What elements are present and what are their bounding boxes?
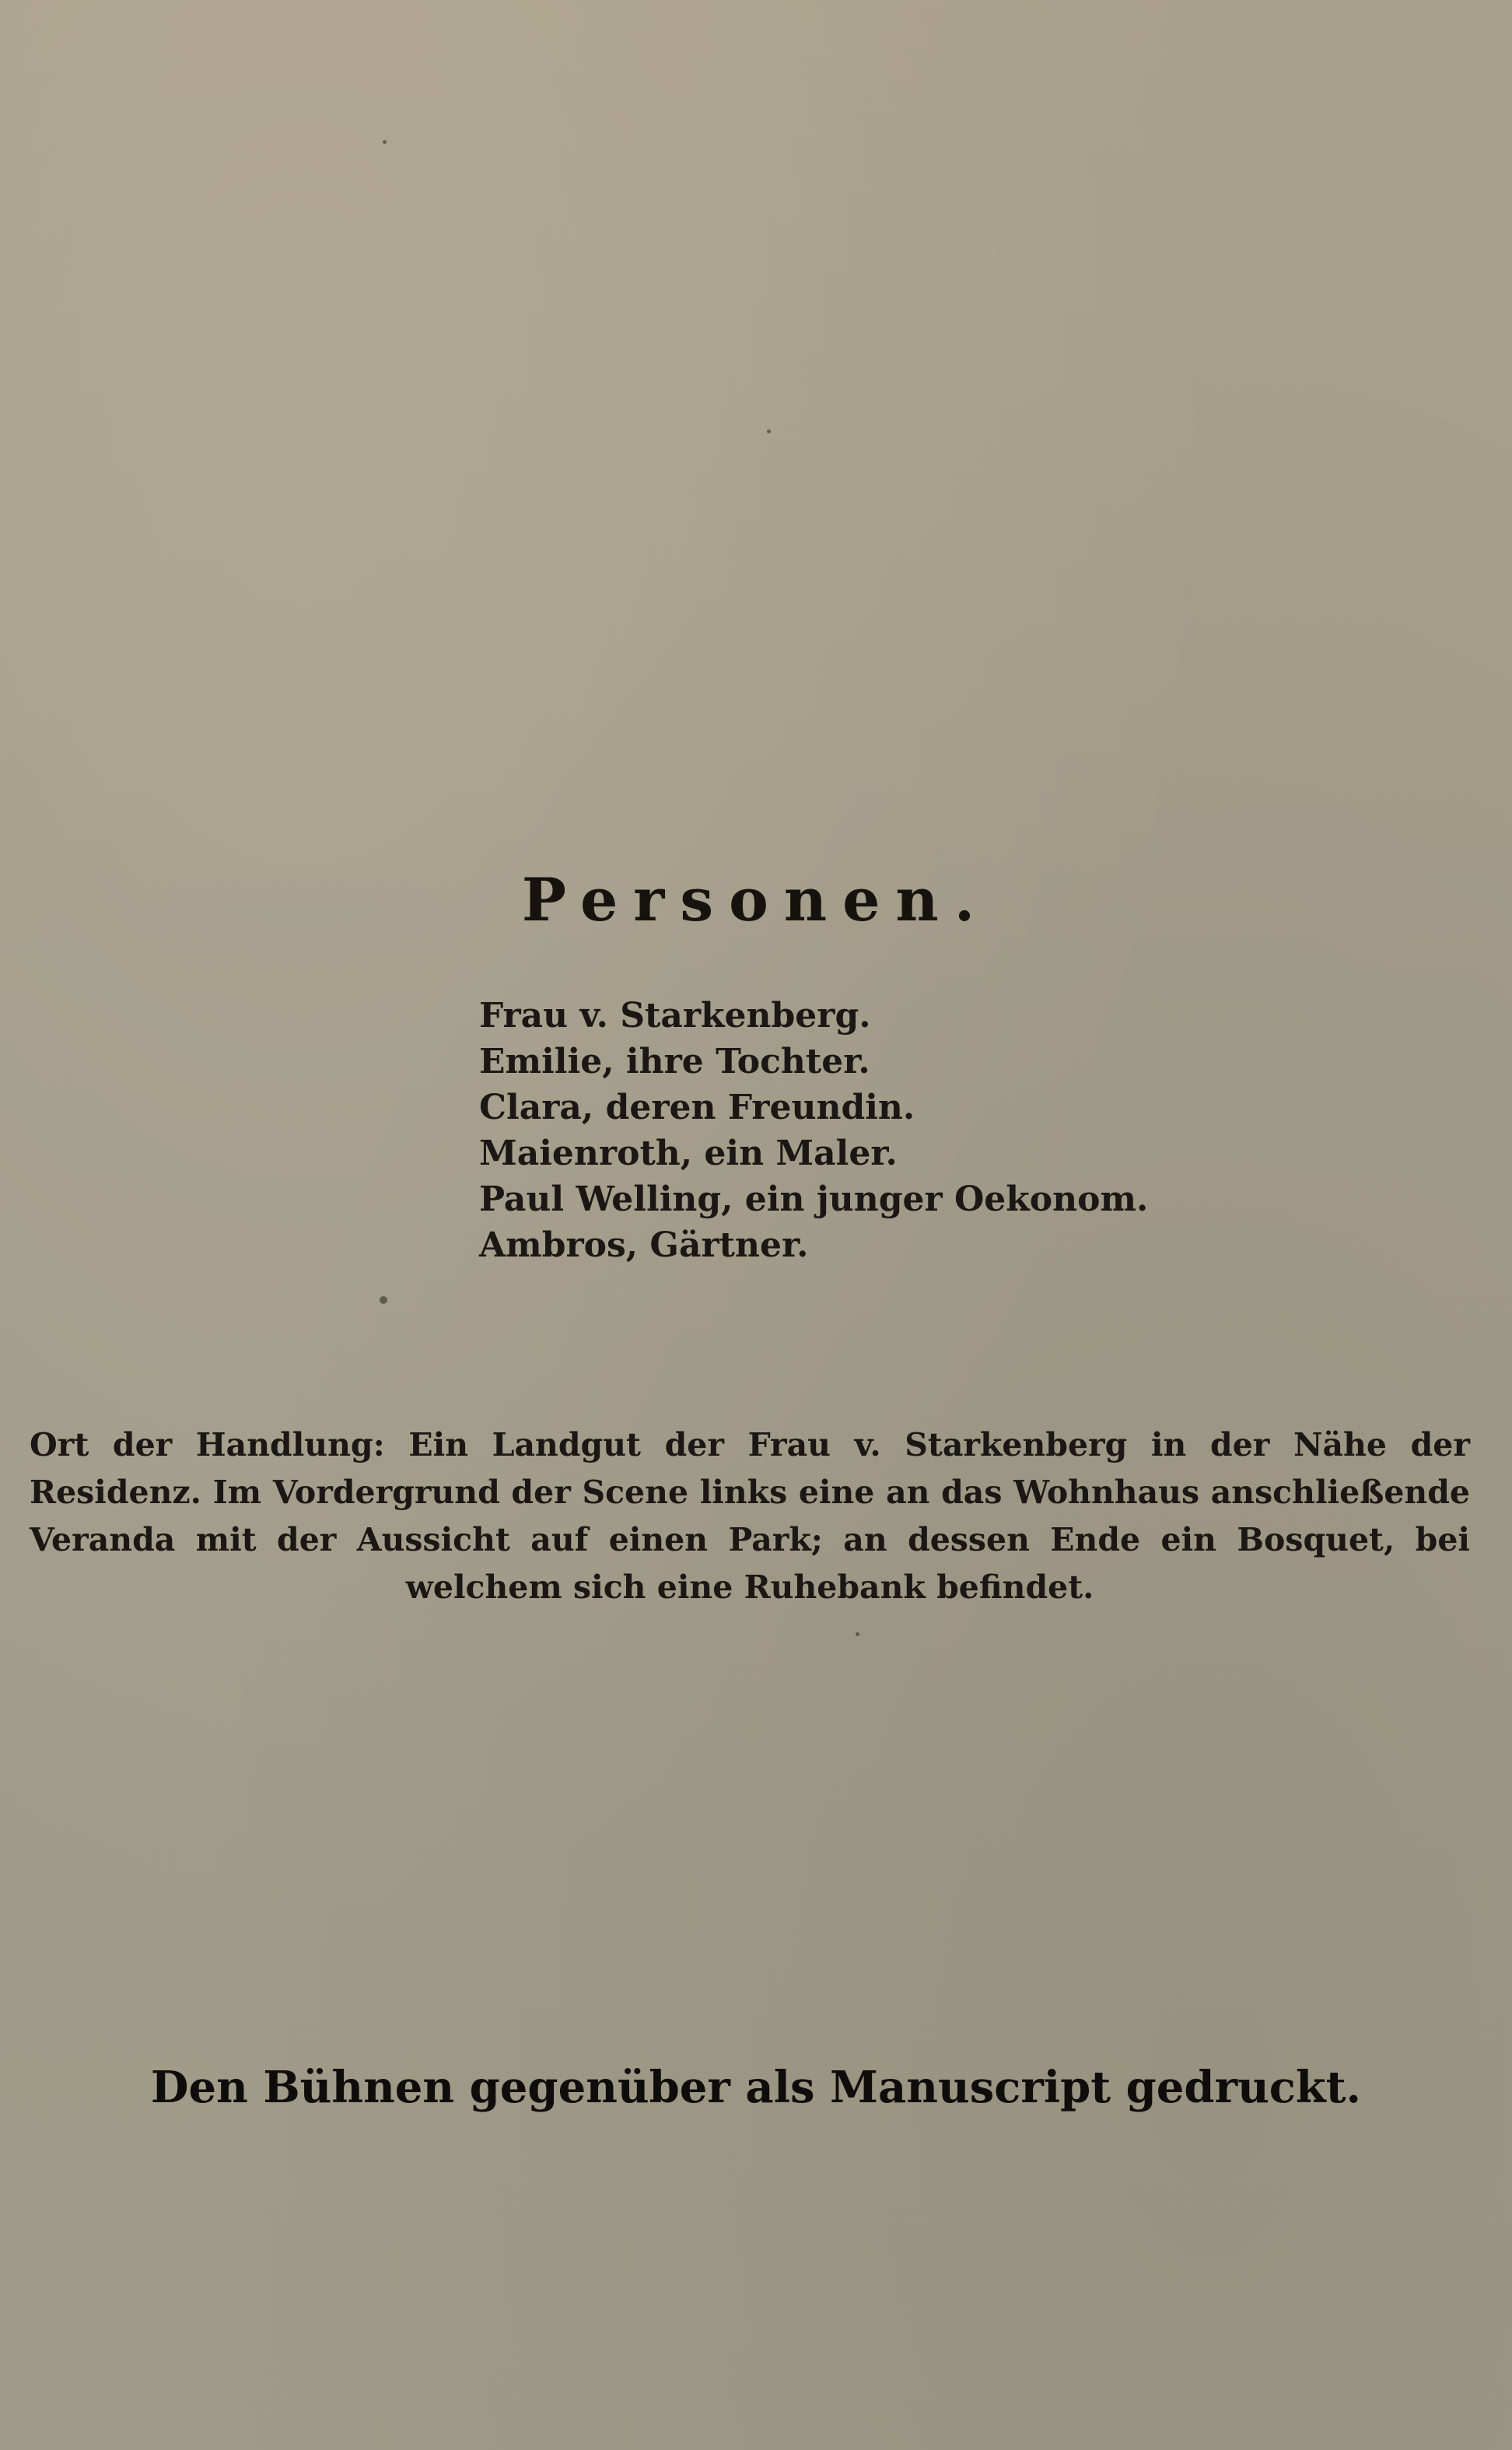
cast-item: Paul Welling, ein junger Oekonom. xyxy=(479,1179,1149,1219)
cast-item: Emilie, ihre Tochter. xyxy=(479,1042,870,1081)
cast-list xyxy=(479,993,1335,1268)
manuscript-note: Den Bühnen gegenüber als Manuscript gedruckt. xyxy=(150,2062,1362,2113)
setting-description: Ort der Handlung: Ein Landgut der Frau v. Starkenberg in der Nähe der Residenz. Im Vordergrund der Scene links eine an das Wohnhaus anschließende Veranda mit der Aussicht auf einen Park; an dessen Ende ein Bosquet, bei welchem sich eine Ruhebank befindet. xyxy=(30,1426,1470,1606)
cast-heading: Personen. xyxy=(521,865,991,934)
paper-speck xyxy=(383,140,387,144)
paper-speck xyxy=(856,1632,859,1636)
cast-item: Frau v. Starkenberg. xyxy=(479,996,871,1036)
cast-item: Clara, deren Freundin. xyxy=(479,1088,915,1127)
paper-speck xyxy=(767,429,771,433)
cast-item: Ambros, Gärtner. xyxy=(479,1225,809,1265)
cast-item: Maienroth, ein Maler. xyxy=(479,1134,898,1173)
paper-speck xyxy=(380,1296,387,1304)
